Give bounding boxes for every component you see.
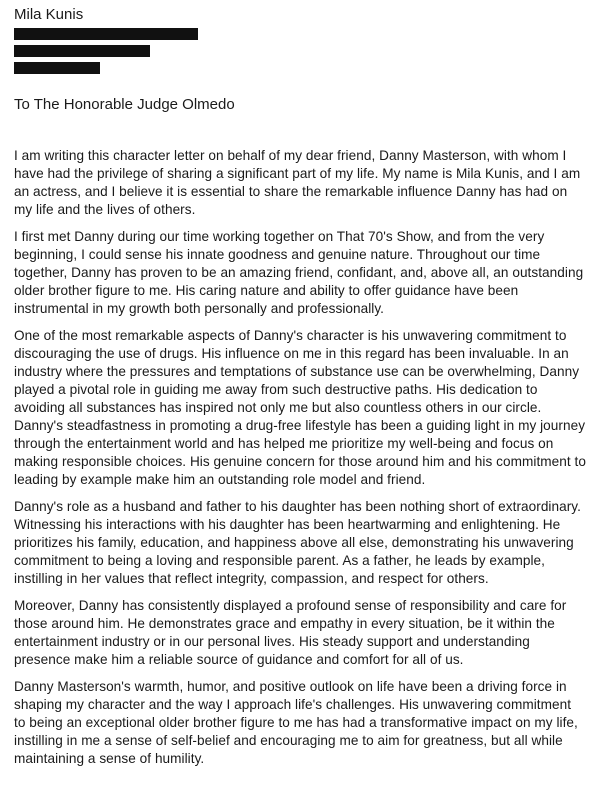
paragraph-6: Danny Masterson's warmth, humor, and positive outlook on life have been a driving force in shaping my character and the way I approach life's challenges. His unwavering commitment to being an exceptional older brother figure to me has had a transformative impact on my life, instilling in me a sense of self-belief and encouraging me to aim for greatness, but all while maintaining a sense of humility. [14, 679, 578, 766]
redacted-address-line-1 [14, 28, 198, 40]
paragraph-5: Moreover, Danny has consistently displayed a profound sense of responsibility and care for those around him. He demonstrates grace and empathy in every situation, be it within the entertainment industry or in our personal lives. His steady support and understanding presence make him a reliable source of guidance and comfort for all of us. [14, 598, 567, 667]
paragraph-2: I first met Danny during our time working together on That 70's Show, and from the very beginning, I could sense his innate goodness and genuine nature. Throughout our time together, Danny has proven to be an amazing friend, confidant, and, above all, an outstanding older brother figure to me. His caring nature and ability to offer guidance have been instrumental in my growth both personally and professionally. [14, 229, 584, 316]
redacted-address-line-2 [14, 45, 150, 57]
paragraph-4: Danny's role as a husband and father to his daughter has been nothing short of extraordinary. Witnessing his interactions with his daughter has been heartwarming and enlightening. He prioritizes his family, education, and happiness above all else, demonstrating his unwavering commitment to being a loving and responsible parent. As a father, he leads by example, instilling in her values that reflect integrity, compassion, and respect for others. [14, 499, 581, 586]
redacted-address-line-3 [14, 62, 100, 74]
paragraph-1: I am writing this character letter on behalf of my dear friend, Danny Masterson, with whom I have had the privilege of sharing a significant part of my life. My name is Mila Kunis, and I am an actress, and I believe it is essential to share the remarkable influence Danny has had on my life and the lives of others. [14, 148, 581, 217]
paragraph-3: One of the most remarkable aspects of Danny's character is his unwavering commitment to discouraging the use of drugs. His influence on me in this regard has been invaluable. In an industry where the pressures and temptations of substance use can be overwhelming, Danny played a pivotal role in guiding me away from such destructive paths. His dedication to avoiding all substances has inspired not only me but also countless others in our circle. Danny's steadfastness in promoting a drug-free lifestyle has been a guiding light in my journey through the entertainment world and has helped me prioritize my well-being and focus on making responsible choices. His genuine concern for those around him and his commitment to leading by example make him an outstanding role model and friend. [14, 328, 586, 487]
salutation: To The Honorable Judge Olmedo [14, 96, 235, 113]
sender-name: Mila Kunis [14, 6, 84, 23]
letter-body [14, 147, 586, 777]
